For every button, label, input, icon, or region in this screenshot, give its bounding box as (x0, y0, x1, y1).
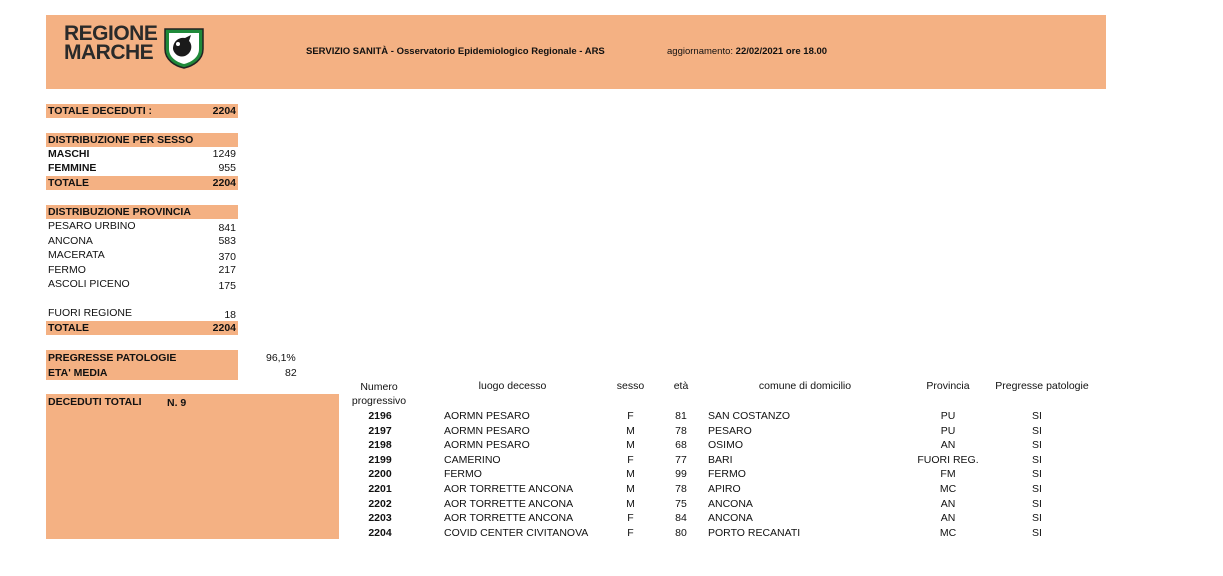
provincia-row (46, 277, 238, 291)
cell-provincia: FUORI REG. (917, 453, 979, 466)
col-header-provincia: Provincia (926, 380, 970, 392)
maschi-row (46, 147, 238, 161)
deceduti-totali-label: DECEDUTI TOTALI (48, 396, 142, 408)
service-title: SERVIZIO SANITÀ - Osservatorio Epidemiologico Regionale - ARS (306, 46, 605, 57)
pregresse-value: 96,1% (266, 352, 296, 364)
femmine-label: FEMMINE (48, 162, 97, 174)
cell-numero: 2196 (368, 410, 392, 422)
provincia-totale-label: TOTALE (48, 322, 90, 334)
cell-comune: FERMO (708, 468, 746, 481)
cell-provincia: PU (940, 424, 956, 437)
cell-eta: 78 (675, 483, 687, 495)
update-label: aggiornamento: (667, 46, 734, 57)
cell-sesso: F (627, 410, 634, 422)
provincia-row (46, 234, 238, 248)
update-info (667, 46, 827, 57)
cell-luogo: AOR TORRETTE ANCONA (444, 483, 574, 495)
sesso-section-title (46, 133, 238, 147)
cell-numero: 2202 (368, 497, 392, 510)
cell-numero: 2200 (368, 468, 392, 481)
cell-eta: 80 (675, 526, 687, 539)
col-header-comune: comune di domicilio (758, 380, 852, 392)
cell-sesso: M (626, 483, 635, 495)
cell-comune: ANCONA (708, 497, 753, 510)
logo-line-1: REGIONE (64, 22, 158, 45)
cell-comune: PORTO RECANATI (708, 526, 801, 539)
pregresse-label: PREGRESSE PATOLOGIE (48, 352, 177, 364)
cell-patologie: SI (1032, 468, 1042, 481)
cell-sesso: F (627, 453, 634, 466)
provincia-totale-value: 2204 (212, 322, 236, 334)
provincia-row (46, 263, 238, 277)
cell-comune: PESARO (708, 424, 752, 437)
totale-deceduti-value: 2204 (212, 105, 236, 117)
eta-media-value: 82 (285, 367, 297, 379)
cell-provincia: MC (939, 483, 957, 495)
totale-deceduti-label: TOTALE DECEDUTI : (48, 105, 153, 117)
provincia-title-label: DISTRIBUZIONE PROVINCIA (48, 206, 191, 218)
fuori-regione-label: FUORI REGIONE (48, 307, 133, 319)
sesso-totale-value: 2204 (212, 177, 236, 189)
cell-luogo: AOR TORRETTE ANCONA (444, 497, 574, 510)
cell-sesso: M (626, 439, 635, 452)
provincia-section-title (46, 205, 238, 219)
cell-provincia: PU (940, 410, 956, 422)
fuori-regione-row (46, 306, 238, 320)
cell-numero: 2203 (368, 512, 392, 525)
cell-patologie: SI (1032, 453, 1042, 466)
provincia-label: PESARO URBINO (48, 220, 136, 232)
cell-provincia: AN (940, 439, 956, 452)
provincia-value: 217 (218, 264, 236, 276)
cell-luogo: CAMERINO (444, 453, 501, 466)
provincia-value: 841 (218, 222, 236, 234)
deceduti-totali-box (46, 394, 339, 539)
cell-provincia: FM (940, 468, 956, 481)
cell-eta: 68 (675, 439, 687, 452)
cell-comune: BARI (708, 453, 733, 466)
provincia-label: MACERATA (48, 249, 105, 261)
cell-patologie: SI (1032, 512, 1042, 525)
col-header-numero (348, 380, 410, 408)
deceduti-totali-value: N. 9 (167, 397, 187, 409)
cell-sesso: M (626, 424, 635, 437)
cell-eta: 75 (675, 497, 687, 510)
cell-comune: APIRO (708, 483, 741, 495)
cell-luogo: AOR TORRETTE ANCONA (444, 512, 574, 525)
provincia-value: 175 (218, 280, 236, 292)
cell-patologie: SI (1032, 424, 1042, 437)
cell-eta: 84 (675, 512, 687, 525)
cell-luogo: AORMN PESARO (444, 424, 530, 437)
cell-provincia: MC (939, 526, 957, 539)
marche-emblem-icon (163, 27, 205, 69)
cell-numero: 2199 (368, 453, 392, 466)
update-value: 22/02/2021 ore 18.00 (735, 46, 828, 57)
totale-deceduti-row (46, 104, 238, 118)
cell-numero: 2204 (368, 526, 392, 539)
col-header-numero-line1: Numero (360, 381, 398, 393)
provincia-row (46, 219, 238, 233)
col-header-sesso: sesso (616, 380, 645, 392)
provincia-label: ASCOLI PICENO (48, 278, 130, 290)
cell-patologie: SI (1032, 497, 1042, 510)
cell-luogo: FERMO (444, 468, 482, 481)
cell-provincia: AN (940, 497, 956, 510)
col-header-eta: età (673, 380, 689, 392)
sesso-title-label: DISTRIBUZIONE PER SESSO (48, 134, 194, 146)
femmine-row (46, 161, 238, 175)
cell-luogo: COVID CENTER CIVITANOVA (444, 526, 589, 539)
cell-luogo: AORMN PESARO (444, 439, 530, 452)
provincia-value: 370 (218, 251, 236, 263)
cell-sesso: M (626, 468, 635, 481)
femmine-value: 955 (218, 162, 236, 174)
sesso-totale-row (46, 176, 238, 190)
cell-patologie: SI (1032, 410, 1042, 422)
cell-sesso: F (627, 512, 634, 525)
provincia-label: FERMO (48, 264, 86, 276)
maschi-value: 1249 (212, 148, 236, 160)
cell-eta: 99 (675, 468, 687, 481)
eta-media-label: ETA' MEDIA (48, 367, 108, 379)
sesso-totale-label: TOTALE (48, 177, 90, 189)
cell-sesso: F (627, 526, 634, 539)
provincia-label: ANCONA (48, 235, 93, 247)
maschi-label: MASCHI (48, 148, 90, 160)
cell-comune: OSIMO (708, 439, 744, 452)
cell-eta: 77 (675, 453, 687, 466)
provincia-row (46, 248, 238, 262)
logo-line-2: MARCHE (64, 41, 154, 64)
cell-patologie: SI (1032, 483, 1042, 495)
col-header-numero-line2: progressivo (351, 395, 407, 407)
cell-patologie: SI (1032, 439, 1042, 452)
cell-comune: ANCONA (708, 512, 753, 525)
provincia-value: 583 (218, 235, 236, 247)
col-header-luogo: luogo decesso (478, 380, 547, 392)
cell-eta: 78 (675, 424, 687, 437)
cell-luogo: AORMN PESARO (444, 410, 530, 422)
cell-patologie: SI (1032, 526, 1042, 539)
cell-sesso: M (626, 497, 635, 510)
cell-numero: 2197 (368, 424, 392, 437)
regione-marche-logo (64, 24, 157, 62)
cell-eta: 81 (675, 410, 687, 422)
provincia-totale-row (46, 321, 238, 335)
col-header-patologie: Pregresse patologie (995, 380, 1089, 392)
cell-provincia: AN (940, 512, 956, 525)
fuori-regione-value: 18 (224, 309, 236, 321)
cell-comune: SAN COSTANZO (708, 410, 791, 422)
cell-numero: 2198 (368, 439, 392, 452)
cell-numero: 2201 (368, 483, 392, 495)
